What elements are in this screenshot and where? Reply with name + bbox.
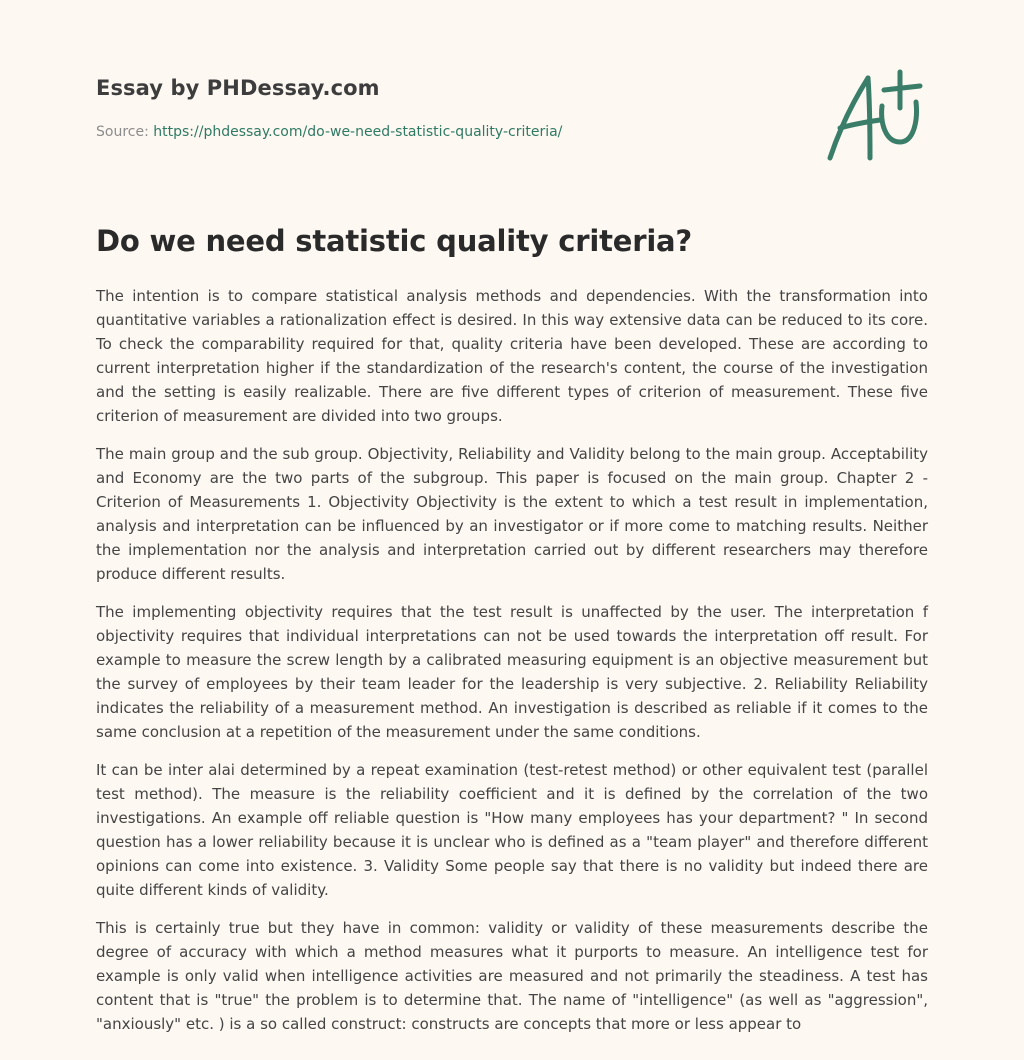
a-plus-logo-icon [820,62,932,170]
source-label: Source: [96,124,154,140]
brand-title: Essay by PHDessay.com [96,76,380,100]
paragraph: The intention is to compare statistical analysis methods and dependencies. With the transformation into quantitative variables a rationalization effect is desired. In this way extensive data can be reduced to its core. To check the comparability required for that, quality criteria have been developed. These are according to current interpretation higher if the standardization of the research's content, the course of the investigation and the setting is easily realizable. There are five different types of criterion of measurement. These five criterion of measurement are divided into two groups. [96,287,928,425]
paragraph: It can be inter alai determined by a repeat examination (test-retest method) or other equivalent test (parallel test method). The measure is the reliability coefficient and it is defined by the correlation of the two investigations. An example off reliable question is "How many employees has your department? " In second question has a lower reliability because it is unclear who is defined as a "team player" and therefore different opinions can come into existence. 3. Validity Some people say that there is no validity but indeed there are quite different kinds of validity. [96,761,928,899]
paragraph: This is certainly true but they have in common: validity or validity of these measurements describe the degree of accuracy with which a method measures what it purports to measure. An intelligence test for example is only valid when intelligence activities are measured and not primarily the steadiness. A test has content that is "true" the problem is to determine that. The name of "intelligence" (as well as "aggression", "anxiously" etc. ) is a so called construct: constructs are concepts that more or less appear to [96,919,928,1033]
article-body [96,284,928,1050]
article-title: Do we need statistic quality criteria? [96,224,693,258]
source-link[interactable]: https://phdessay.com/do-we-need-statistic-quality-criteria/ [153,124,563,140]
paragraph: The main group and the sub group. Objectivity, Reliability and Validity belong to the main group. Acceptability and Economy are the two parts of the subgroup. This paper is focused on the main group. Chapter 2 - Criterion of Measurements 1. Objectivity Objectivity is the extent to which a test result in implementation, analysis and interpretation can be influenced by an investigator or if more come to matching results. Neither the implementation nor the analysis and interpretation carried out by different researchers may therefore produce different results. [96,445,928,583]
source-line [96,124,562,140]
paragraph: The implementing objectivity requires that the test result is unaffected by the user. The interpretation f objectivity requires that individual interpretations can not be used towards the interpretation off result. For example to measure the screw length by a calibrated measuring equipment is an objective measurement but the survey of employees by their team leader for the leadership is very subjective. 2. Reliability Reliability indicates the reliability of a measurement method. An investigation is described as reliable if it comes to the same conclusion at a repetition of the measurement under the same conditions. [96,603,928,741]
